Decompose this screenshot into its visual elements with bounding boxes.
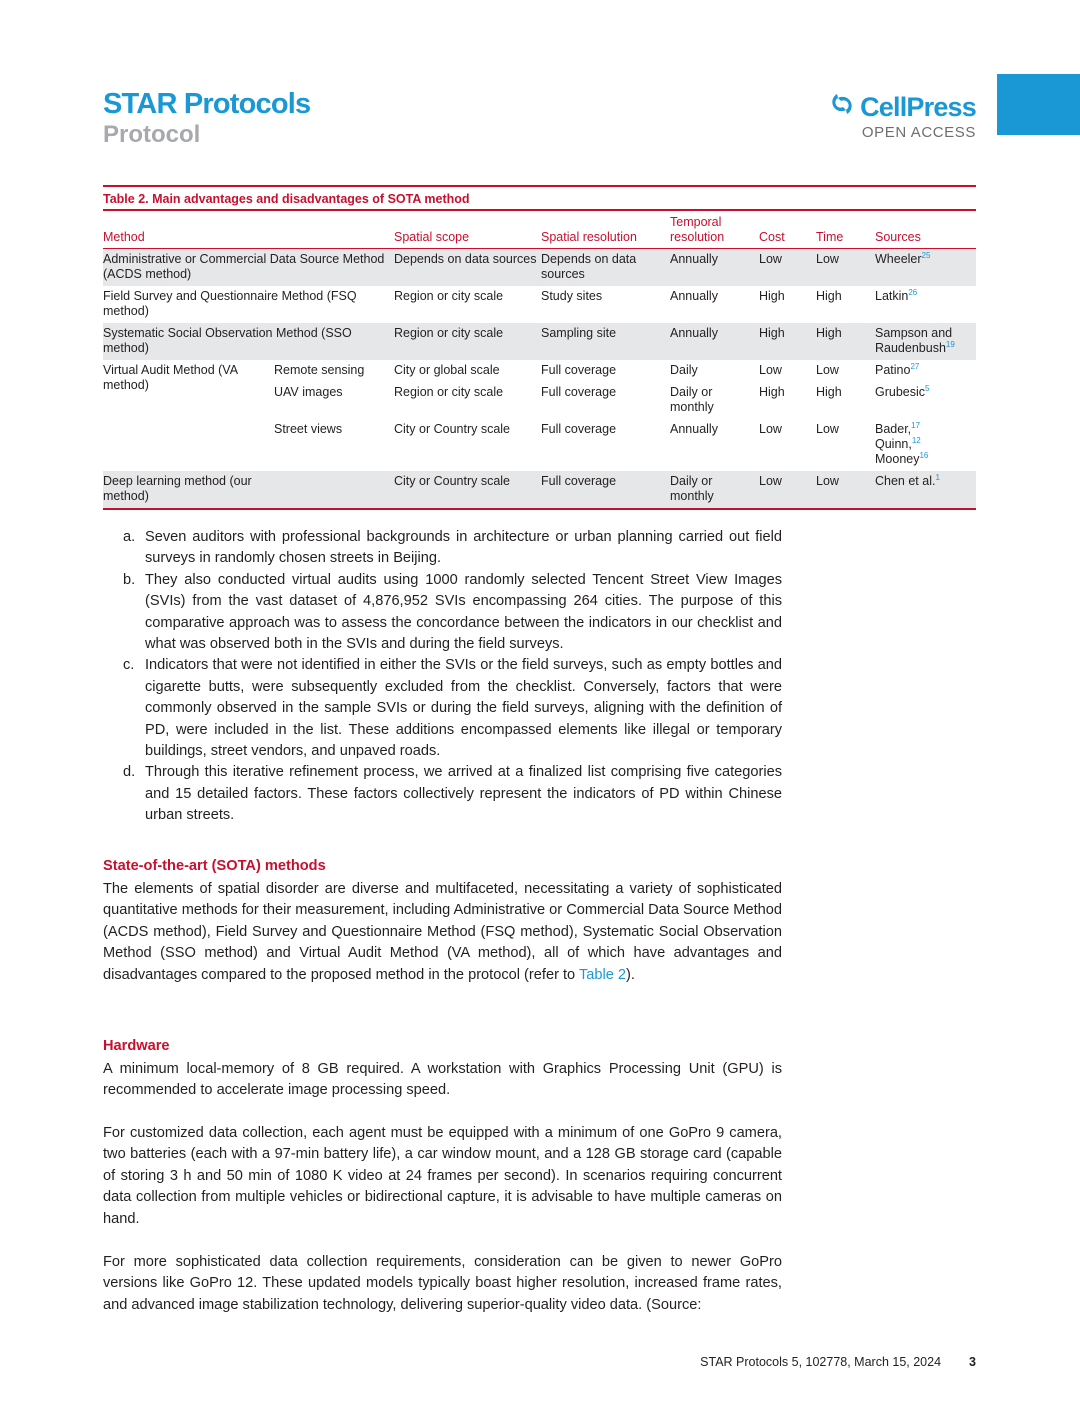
cell-scope: City or Country scale — [394, 422, 511, 436]
cell-time: Low — [816, 249, 875, 287]
cell-resolution: Depends on data sources — [541, 249, 670, 287]
table-caption: Table 2. Main advantages and disadvantages of SOTA method — [103, 187, 976, 211]
cell-temporal: Annually — [670, 289, 718, 303]
cell-time: High — [816, 385, 842, 399]
cell-resolution: Study sites — [541, 289, 603, 303]
cell-temporal: Annually — [670, 323, 759, 360]
cell-method: Systematic Social Observation Method (SSO method) — [103, 323, 394, 360]
cell-temporal: Annually — [670, 249, 759, 287]
col-header-method: Method — [103, 211, 274, 249]
col-header-spatial-resolution: Spatial resolution — [541, 211, 670, 249]
cell-resolution: Full coverage — [541, 385, 617, 399]
cell-submethod: UAV images — [274, 385, 343, 399]
citation-link[interactable]: 26 — [908, 287, 918, 297]
cell-time: Low — [816, 422, 839, 436]
cell-method: Administrative or Commercial Data Source Method (ACDS method) — [103, 249, 394, 287]
cell-scope: City or Country scale — [394, 471, 541, 509]
section-heading-hardware: Hardware — [103, 1038, 170, 1054]
sota-paragraph: The elements of spatial disorder are diverse and multifaceted, necessitating a variety of sophisticated quantitative methods for their measurement, including Administrative or Commercial Data Source Method (ACDS method), Field Survey and Questionnaire Method (FSQ method), Systematic Social Observation Method (SSO method) and Virtual Audit Method (VA method), all of which have advantages and disadvantages compared to the proposed method in the protocol (refer to Table 2). — [103, 881, 782, 983]
cell-method: Virtual Audit Method (VA method) — [103, 363, 238, 392]
citation-link[interactable]: 5 — [925, 383, 930, 393]
table-2-link[interactable]: Table 2 — [578, 966, 627, 983]
cell-cost: High — [759, 323, 816, 360]
citation-link[interactable]: 16 — [919, 450, 929, 460]
cell-time: High — [816, 323, 875, 360]
cell-cost: High — [759, 289, 785, 303]
cell-temporal: Daily or monthly — [670, 385, 714, 414]
table-row — [103, 323, 976, 360]
cell-scope: Region or city scale — [394, 323, 541, 360]
cell-method: Deep learning method (our method) — [103, 471, 394, 509]
cell-time: High — [816, 289, 842, 303]
cell-resolution: Full coverage — [541, 422, 617, 436]
cell-scope: Depends on data sources — [394, 249, 541, 287]
sota-table — [103, 185, 976, 510]
citation-link[interactable]: 12 — [911, 435, 921, 445]
cell-source: Sampson and Raudenbush$^{19}$ — [875, 323, 976, 360]
table-row — [103, 471, 976, 509]
cell-cost: Low — [759, 471, 816, 509]
cell-time: Low — [816, 471, 875, 509]
list-item: a. Seven auditors with professional backgrounds in architecture or urban planning carried out field surveys in randomly chosen streets in Beijing. — [123, 529, 782, 567]
open-access-label: OPEN ACCESS — [861, 124, 976, 141]
article-type: Protocol — [103, 121, 201, 148]
citation-link[interactable]: 19 — [945, 339, 955, 349]
list-item: c. Indicators that were not identified in either the SVIs or the field surveys, such as empty bottles and cigarette butts, were subsequently excluded from the checklist. Conversely, factors that were commonly observed in the sample SVIs or during the field surveys, aligning with the definition of PD, were included in the list. These additions encompassed elements like illegal or temporary buildings, street vendors, and unpaved roads. — [123, 657, 782, 760]
cell-scope: Region or city scale — [394, 385, 504, 399]
cell-resolution: Full coverage — [541, 471, 670, 509]
cell-cost: High — [759, 385, 785, 399]
procedure-steps — [103, 527, 782, 827]
citation-link[interactable]: 17 — [911, 420, 921, 430]
col-header-cost: Cost — [759, 211, 816, 249]
page-footer — [700, 1355, 976, 1369]
section-heading-sota: State-of-the-art (SOTA) methods — [103, 858, 326, 874]
col-header-spatial-scope: Spatial scope — [394, 211, 541, 249]
cell-temporal: Annually — [670, 422, 718, 436]
cell-cost: Low — [759, 422, 782, 436]
hardware-paragraph-3: For more sophisticated data collection requirements, consideration can be given to newer GoPro versions like GoPro 12. These updated models typically boast higher resolution, increased frame rates, and advanced image stabilization technology, delivering superior-quality video data. (Source: — [103, 1254, 782, 1313]
blue-edge-tab — [997, 74, 1080, 135]
cell-submethod: Street views — [274, 422, 343, 436]
col-header-time: Time — [816, 211, 875, 249]
citation-link[interactable]: 1 — [935, 472, 940, 482]
citation-footer: STAR Protocols 5, 102778, March 15, 2024 — [700, 1355, 942, 1369]
cell-submethod: Remote sensing — [274, 363, 365, 377]
cell-time: Low — [816, 363, 839, 377]
cell-cost: Low — [759, 249, 816, 287]
cell-resolution: Full coverage — [541, 363, 617, 377]
cell-method: Field Survey and Questionnaire Method (FSQ method) — [103, 289, 357, 318]
hardware-paragraph-2: For customized data collection, each agent must be equipped with a minimum of one GoPro 9 camera, two batteries (each with a 97-min battery life), a car window mount, and a 128 GB storage card (capable of storing 3 h and 50 min of 1080 K video at 24 frames per second). In scenarios requiring concurrent data collection from multiple vehicles or bidirectional capture, it is advisable to have multiple cameras on hand. — [103, 1125, 782, 1227]
hardware-paragraph-1: A minimum local-memory of 8 GB required. A workstation with Graphics Processing Unit (GPU) is recommended to accelerate image processing speed. — [103, 1061, 782, 1099]
cell-scope: City or global scale — [394, 363, 500, 377]
cell-source: Bader,$^{17}$ Quinn,$^{12}$ Mooney$^{16}$ — [875, 420, 929, 466]
col-header-sources: Sources — [875, 211, 976, 249]
cell-source: Grubesic$^5$ — [875, 383, 930, 399]
cellpress-logo-icon — [828, 90, 856, 125]
journal-title: STAR Protocols — [103, 88, 311, 120]
cell-cost: Low — [759, 363, 782, 377]
publisher-logo — [828, 90, 976, 141]
table-row — [103, 249, 976, 287]
cell-scope: Region or city scale — [394, 289, 504, 303]
cell-source: Patino$^{27}$ — [875, 361, 920, 377]
cell-temporal: Daily — [670, 363, 698, 377]
col-header-temporal-resolution: Temporal resolution — [670, 211, 759, 249]
list-item: d. Through this iterative refinement process, we arrived at a finalized list comprising five categories and 15 detailed factors. These factors collectively represent the indicators of PD within Chinese urban streets. — [123, 764, 782, 824]
cell-source: Chen et al.$^1$ — [875, 471, 976, 509]
citation-link[interactable]: 25 — [921, 250, 931, 260]
cell-source: Wheeler$^{25}$ — [875, 249, 976, 287]
citation-link[interactable]: 27 — [910, 361, 920, 371]
cell-source: Latkin$^{26}$ — [875, 287, 918, 303]
table-row — [103, 360, 976, 382]
publisher-name: CellPress — [860, 92, 976, 122]
cell-temporal: Daily or monthly — [670, 471, 759, 509]
page-number: 3 — [969, 1355, 976, 1369]
table-row — [103, 286, 976, 323]
list-item: b. They also conducted virtual audits using 1000 randomly selected Tencent Street View Images (SVIs) from the vast dataset of 4,876,952 SVIs encompassing 264 cities. The purpose of this comparative approach was to assess the concordance between the indicators in our checklist and what was observed both in the SVIs and during the field surveys. — [123, 571, 782, 653]
cell-resolution: Sampling site — [541, 323, 670, 360]
